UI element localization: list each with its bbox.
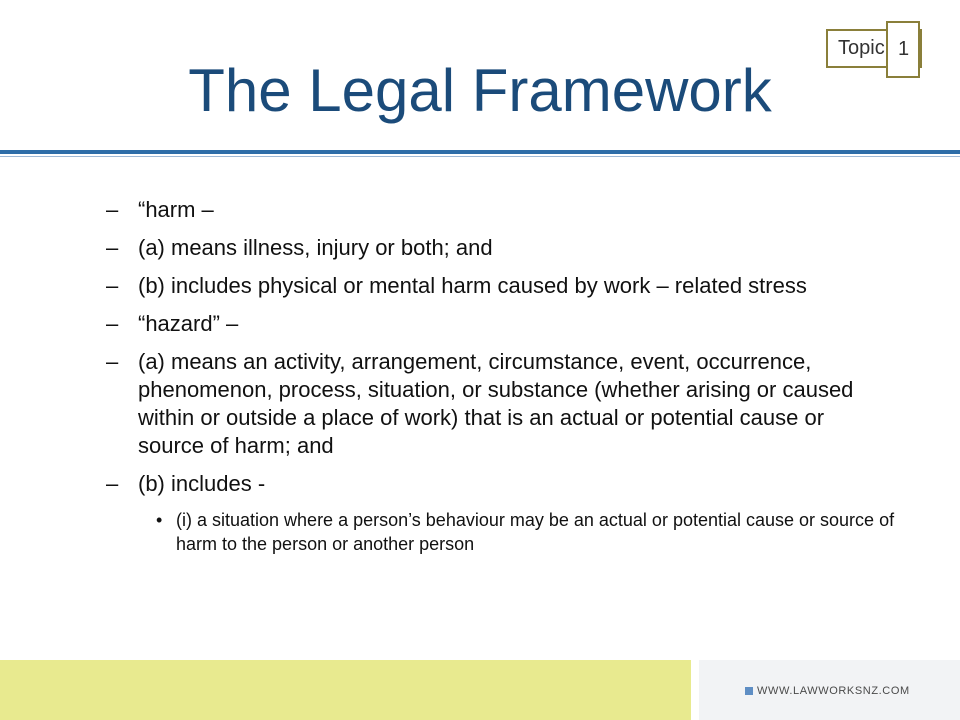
list-item <box>106 310 896 338</box>
footer-square-icon <box>745 687 753 695</box>
dash-marker: – <box>106 273 119 298</box>
list-item <box>106 348 896 460</box>
bullet-marker: • <box>156 510 163 530</box>
dash-marker: – <box>106 197 119 222</box>
topic-number: 1 <box>898 38 910 60</box>
sub-list-item <box>156 508 896 556</box>
title-rule-thin <box>0 156 960 157</box>
dash-marker: – <box>106 311 119 336</box>
list-item <box>106 196 896 224</box>
list-item-text: (b) includes - <box>138 471 266 496</box>
list-item <box>106 470 896 498</box>
dash-marker: – <box>106 235 119 260</box>
topic-label: Topic <box>838 37 885 59</box>
list-item-text: “hazard” – <box>138 311 239 336</box>
list-item-text: (b) includes physical or mental harm caused by work – related stress <box>138 273 807 298</box>
topic-badge <box>826 29 922 68</box>
footer-band-left <box>0 660 691 720</box>
list-item-text: “harm – <box>138 197 214 222</box>
list-item-text: (a) means an activity, arrangement, circumstance, event, occurrence, phenomenon, process, situation, or substance (whether arising or caused within or outside a place of work) that is an actual or potential cause or source of harm; and <box>138 349 854 458</box>
dash-marker: – <box>106 471 119 496</box>
dash-marker: – <box>106 349 119 374</box>
title-rule <box>0 150 960 154</box>
footer-url: WWW.LAWWORKSNZ.COM <box>757 685 910 697</box>
list-item-text: (a) means illness, injury or both; and <box>138 235 493 260</box>
slide-title: The Legal Framework <box>188 57 772 124</box>
list-item <box>106 272 896 300</box>
list-item <box>106 234 896 262</box>
content-body <box>106 196 896 556</box>
topic-number-box <box>886 21 920 78</box>
sub-list-item-text: (i) a situation where a person’s behaviour may be an actual or potential cause or source of harm to the person or another person <box>176 510 895 554</box>
